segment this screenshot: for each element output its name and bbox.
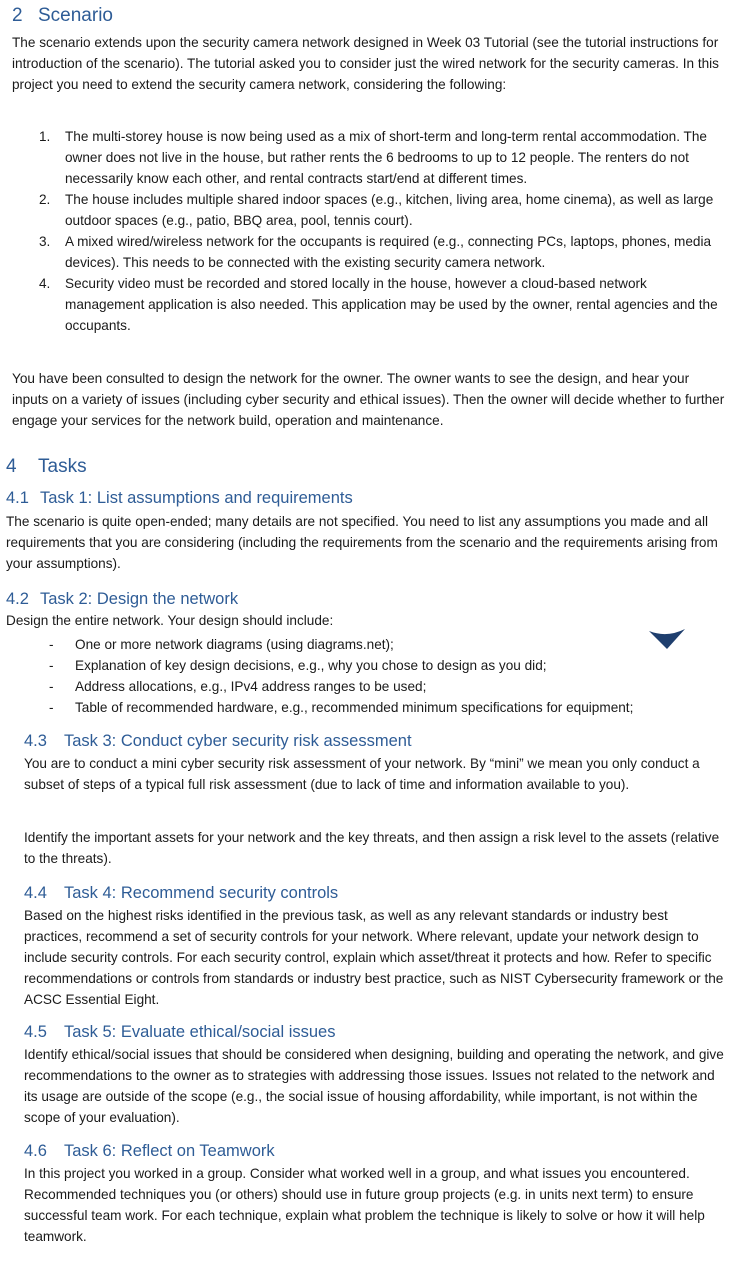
list-item-text: Explanation of key design decisions, e.g., why you chose to design as you did; (75, 658, 547, 673)
triangle-marker-icon (648, 628, 686, 650)
task2-list (6, 634, 724, 718)
list-item (6, 655, 724, 676)
subsection-title: Task 2: Design the network (40, 590, 239, 608)
list-marker: 2. (39, 192, 51, 207)
task5-body: Identify ethical/social issues that should be considered when designing, building and operating the network, and give recommendations to the owner as to strategies with addressing those issues. Issues not related to the network and its usage are outside of the scope (e.g., the social issue of housing affordability, while important, is not within the scope of your evaluation). (24, 1047, 724, 1125)
list-item-text: Address allocations, e.g., IPv4 address ranges to be used; (75, 679, 427, 694)
task2-heading (6, 588, 238, 610)
scenario-list (12, 126, 727, 336)
list-marker: - (49, 637, 54, 652)
subsection-title: Task 4: Recommend security controls (64, 884, 339, 902)
list-item (6, 697, 724, 718)
list-marker: 3. (39, 234, 51, 249)
list-item (12, 273, 727, 336)
list-item (6, 676, 724, 697)
task1-heading (6, 487, 353, 509)
list-item-text: Table of recommended hardware, e.g., recommended minimum specifications for equipment; (75, 700, 634, 715)
list-item (6, 634, 724, 655)
section-number: 2 (12, 5, 23, 26)
section-title: Tasks (38, 456, 87, 477)
list-item (12, 231, 727, 273)
list-item (12, 189, 727, 231)
task4-heading (24, 882, 338, 904)
subsection-number: 4.3 (24, 732, 47, 750)
list-item-text: Security video must be recorded and stored locally in the house, however a cloud-based network management application is also needed. This application may be used by the owner, rental agencies and the occupants. (65, 276, 718, 333)
task6-heading (24, 1140, 275, 1162)
subsection-number: 4.2 (6, 590, 29, 608)
list-item (12, 126, 727, 189)
list-item-text: The house includes multiple shared indoor spaces (e.g., kitchen, living area, home cinema), as well as large outdoor spaces (e.g., patio, BBQ area, pool, tennis court). (65, 192, 714, 228)
task2-intro: Design the entire network. Your design should include: (6, 613, 334, 628)
subsection-number: 4.4 (24, 884, 47, 902)
subsection-number: 4.5 (24, 1023, 47, 1041)
task4-body: Based on the highest risks identified in the previous task, as well as any relevant standards or industry best practices, recommend a set of security controls for your network. Where relevant, update your network design to include security controls. For each security control, explain which asset/threat it protects and how. Refer to specific recommendations or controls from standards or industry best practice, such as NIST Cybersecurity framework or the ACSC Essential Eight. (24, 908, 724, 1007)
task5-heading (24, 1021, 335, 1043)
section-title: Scenario (38, 5, 113, 26)
list-marker: 4. (39, 276, 51, 291)
list-item-text: A mixed wired/wireless network for the occupants is required (e.g., connecting PCs, laptops, phones, media devices). This needs to be connected with the existing security camera network. (65, 234, 712, 270)
subsection-title: Task 3: Conduct cyber security risk assessment (64, 732, 412, 750)
tasks-heading (6, 455, 87, 479)
scenario-heading (12, 4, 113, 28)
list-marker: - (49, 658, 54, 673)
subsection-number: 4.6 (24, 1142, 47, 1160)
list-item-text: One or more network diagrams (using diagrams.net); (75, 637, 394, 652)
list-item-text: The multi-storey house is now being used as a mix of short-term and long-term rental accommodation. The owner does not live in the house, but rather rents the 6 bedrooms to up to 12 people. The renters do not necessarily know each other, and rental contracts start/end at different times. (65, 129, 707, 186)
scenario-intro: The scenario extends upon the security camera network designed in Week 03 Tutorial (see the tutorial instructions for introduction of the scenario). The tutorial asked you to consider just the wired network for the security cameras. In this project you need to extend the security camera network, considering the following: (12, 35, 719, 92)
subsection-number: 4.1 (6, 489, 29, 507)
task3-heading (24, 730, 412, 752)
list-marker: - (49, 700, 54, 715)
task3-body-2: Identify the important assets for your network and the key threats, and then assign a risk level to the assets (relative to the threats). (24, 830, 720, 866)
subsection-title: Task 1: List assumptions and requirements (40, 489, 353, 507)
subsection-title: Task 5: Evaluate ethical/social issues (64, 1023, 336, 1041)
list-marker: - (49, 679, 54, 694)
scenario-closing: You have been consulted to design the network for the owner. The owner wants to see the design, and hear your inputs on a variety of issues (including cyber security and ethical issues). Then the owner will decide whether to further engage your services for the network build, operation and maintenance. (12, 371, 725, 428)
list-marker: 1. (39, 129, 51, 144)
task6-body: In this project you worked in a group. Consider what worked well in a group, and what issues you encountered. Recommended techniques you (or others) should use in future group projects (e.g. in units next term) to ensure successful team work. For each technique, explain what problem the technique is likely to solve or how it will help teamwork. (24, 1166, 705, 1244)
subsection-title: Task 6: Reflect on Teamwork (64, 1142, 275, 1160)
task1-body: The scenario is quite open-ended; many details are not specified. You need to list any assumptions you made and all requirements that you are considering (including the requirements from the scenario and the requirements arising from your assumptions). (6, 514, 718, 571)
section-number: 4 (6, 456, 17, 477)
task3-body-1: You are to conduct a mini cyber security risk assessment of your network. By “mini” we mean you only conduct a subset of steps of a typical full risk assessment (due to lack of time and information available to you). (24, 756, 700, 792)
